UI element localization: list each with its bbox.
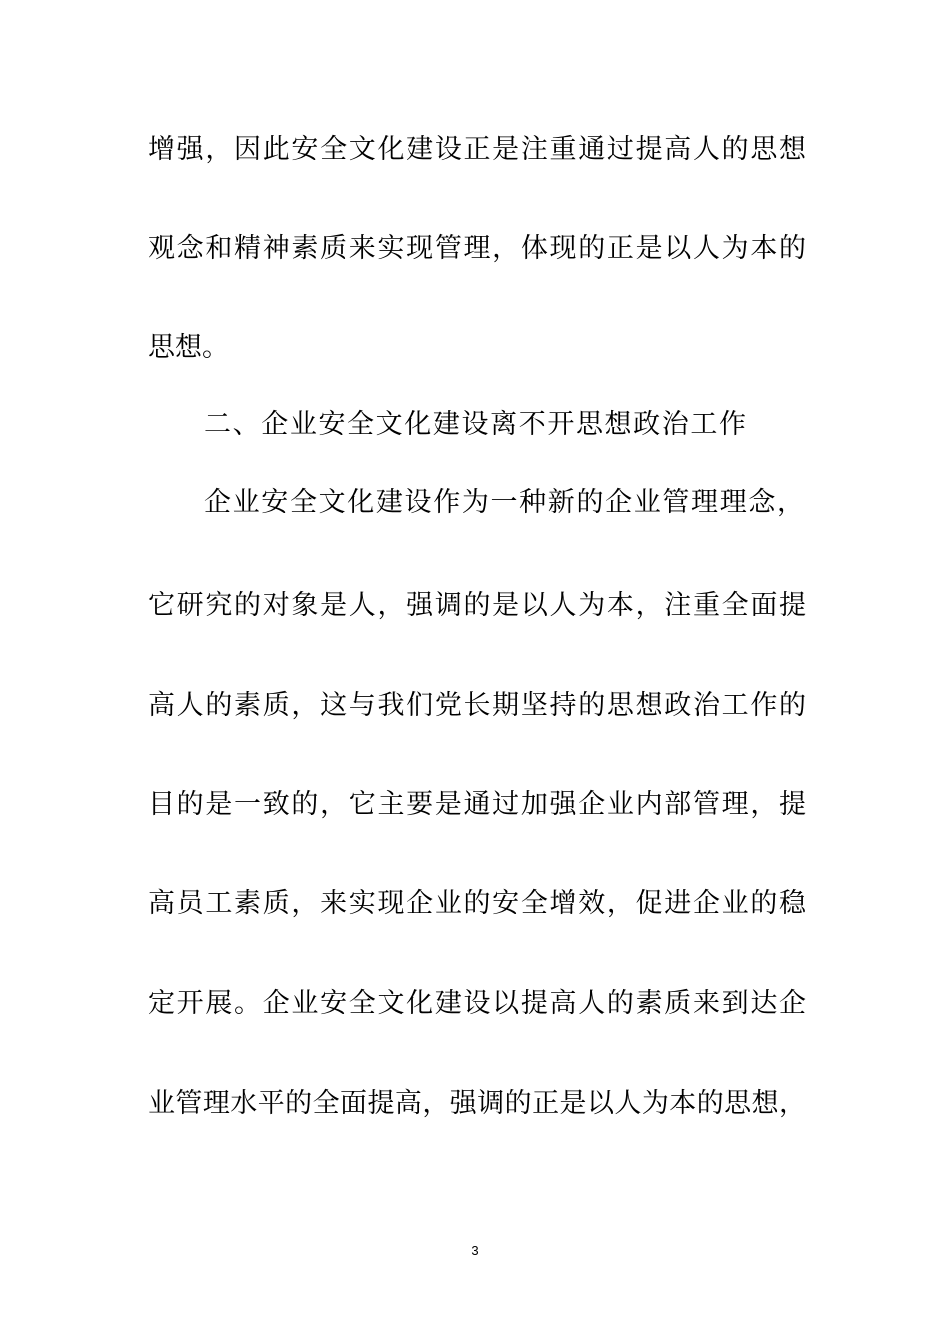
paragraph-line: 高员工素质，来实现企业的安全增效，促进企业的稳 [148, 888, 806, 919]
paragraph-line: 定开展。企业安全文化建设以提高人的素质来到达企 [148, 988, 806, 1019]
paragraph-line: 企业安全文化建设作为一种新的企业管理理念， [204, 487, 804, 518]
paragraph-line: 思想。 [148, 332, 229, 363]
page-number: 3 [471, 1243, 479, 1258]
paragraph-line: 高人的素质，这与我们党长期坚持的思想政治工作的 [148, 690, 806, 721]
paragraph-line: 增强，因此安全文化建设正是注重通过提高人的思想 [148, 134, 806, 165]
paragraph-line: 目的是一致的，它主要是通过加强企业内部管理，提 [148, 789, 806, 820]
paragraph-line: 观念和精神素质来实现管理，体现的正是以人为本的 [148, 233, 806, 264]
paragraph-line: 它研究的对象是人，强调的是以人为本，注重全面提 [148, 590, 806, 621]
section-heading: 二、企业安全文化建设离不开思想政治工作 [204, 409, 746, 440]
paragraph-line: 业管理水平的全面提高，强调的正是以人为本的思想， [148, 1088, 806, 1119]
